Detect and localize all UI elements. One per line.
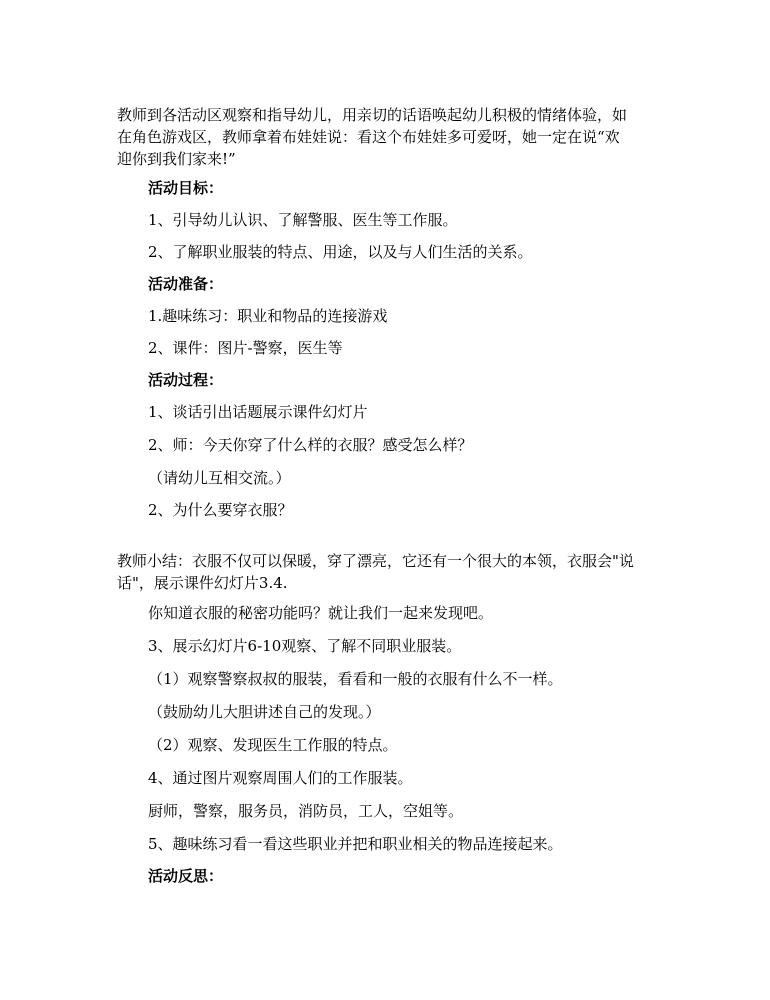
process-step-1: 1、谈话引出话题展示课件幻灯片 xyxy=(148,403,368,421)
process-step-2b: 2、为什么要穿衣服？ xyxy=(148,501,293,519)
summary-paragraph xyxy=(117,550,634,594)
process-step-2-note: （请幼儿互相交流。） xyxy=(148,469,291,487)
intro-paragraph xyxy=(117,104,627,170)
goal-item-1: 1、引导幼儿认识、了解警服、医生等工作服。 xyxy=(148,211,458,229)
summary-line-1: 教师小结：衣服不仅可以保暖，穿了漂亮，它还有一个很大的本领，衣服会"说 xyxy=(117,552,634,570)
discovery-sub-1-note: （鼓励幼儿大胆讲述自己的发现。） xyxy=(148,703,381,721)
discovery-step-5: 5、趣味练习看一看这些职业并把和职业相关的物品连接起来。 xyxy=(148,835,563,853)
discovery-step-3: 3、展示幻灯片6-10观察、了解不同职业服装。 xyxy=(148,637,462,655)
goal-item-2: 2、了解职业服装的特点、用途，以及与人们生活的关系。 xyxy=(148,243,533,261)
preparation-item-1: 1.趣味练习：职业和物品的连接游戏 xyxy=(148,307,388,325)
reflection-heading: 活动反思： xyxy=(148,867,224,885)
process-step-2: 2、师：今天你穿了什么样的衣服？感受怎么样？ xyxy=(148,436,473,454)
process-heading: 活动过程： xyxy=(148,371,224,389)
discovery-question: 你知道衣服的秘密功能吗？就让我们一起来发现吧。 xyxy=(148,604,494,622)
goals-heading: 活动目标： xyxy=(148,179,224,197)
intro-line-1: 教师到各活动区观察和指导幼儿，用亲切的话语唤起幼儿积极的情绪体验，如 xyxy=(117,106,628,124)
preparation-item-2: 2、课件：图片-警察，医生等 xyxy=(148,339,343,357)
discovery-sub-2: （2）观察、发现医生工作服的特点。 xyxy=(148,736,398,754)
discovery-step-4-list: 厨师，警察，服务员，消防员，工人，空姐等。 xyxy=(148,802,464,820)
preparation-heading: 活动准备： xyxy=(148,275,224,293)
discovery-sub-1: （1）观察警察叔叔的服装，看看和一般的衣服有什么不一样。 xyxy=(148,670,563,688)
intro-line-3: 迎你到我们家来!” xyxy=(117,150,236,168)
discovery-step-4: 4、通过图片观察周围人们的工作服装。 xyxy=(148,769,413,787)
summary-line-2: 话"，展示课件幻灯片3.4. xyxy=(117,574,288,592)
intro-line-2: 在角色游戏区，教师拿着布娃娃说：看这个布娃娃多可爱呀，她一定在说“欢 xyxy=(117,128,620,146)
